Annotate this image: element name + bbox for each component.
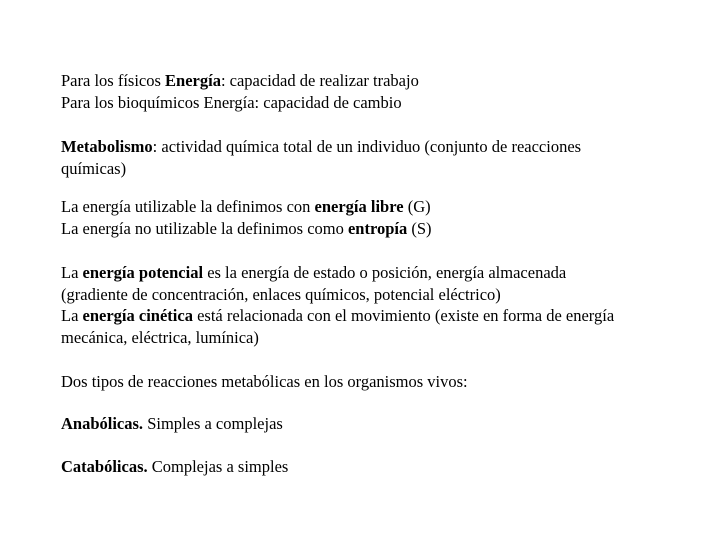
catabolic-line — [61, 456, 671, 478]
anabolic-line — [61, 413, 671, 435]
free-energy-prefix: La energía utilizable la definimos con — [61, 197, 315, 216]
potential-rest: es la energía de estado o posición, energía almacenada — [203, 263, 567, 282]
physicists-prefix: Para los físicos — [61, 71, 166, 90]
catabolic-term: Catabólicas. — [61, 457, 148, 476]
entropy-term: entropía — [347, 219, 408, 238]
kinetic-energy-definition — [61, 305, 671, 327]
metabolism-definition-cont: químicas) — [61, 159, 127, 178]
physicists-rest: : capacidad de realizar trabajo — [220, 71, 419, 90]
metabolism-term: Metabolismo — [61, 137, 153, 156]
potential-energy-term: energía potencial — [82, 263, 204, 282]
free-energy-term: energía libre — [314, 197, 404, 216]
potential-energy-definition-cont: (gradiente de concentración, enlaces químicos, potencial eléctrico) — [61, 285, 501, 304]
biochemists-definition: Para los bioquímicos Energía: capacidad de cambio — [61, 93, 402, 112]
kinetic-energy-definition-cont: mecánica, eléctrica, lumínica) — [61, 328, 259, 347]
energy-term: Energía — [165, 71, 221, 90]
physicists-definition — [61, 70, 671, 92]
kinetic-prefix: La — [61, 306, 83, 325]
entropy-definition — [61, 218, 671, 240]
entropy-rest: (S) — [407, 219, 432, 238]
metabolism-rest: : actividad química total de un individuo (conjunto de reacciones — [152, 137, 582, 156]
kinetic-energy-term: energía cinética — [82, 306, 193, 325]
anabolic-term: Anabólicas. — [61, 414, 144, 433]
anabolic-rest: Simples a complejas — [143, 414, 283, 433]
metabolism-definition — [61, 136, 671, 158]
free-energy-definition — [61, 196, 671, 218]
catabolic-rest: Complejas a simples — [147, 457, 289, 476]
potential-prefix: La — [61, 263, 83, 282]
free-energy-rest: (G) — [403, 197, 431, 216]
reactions-intro: Dos tipos de reacciones metabólicas en los organismos vivos: — [61, 372, 468, 391]
potential-energy-definition — [61, 262, 671, 284]
kinetic-rest: está relacionada con el movimiento (existe en forma de energía — [192, 306, 615, 325]
entropy-prefix: La energía no utilizable la definimos como — [61, 219, 348, 238]
